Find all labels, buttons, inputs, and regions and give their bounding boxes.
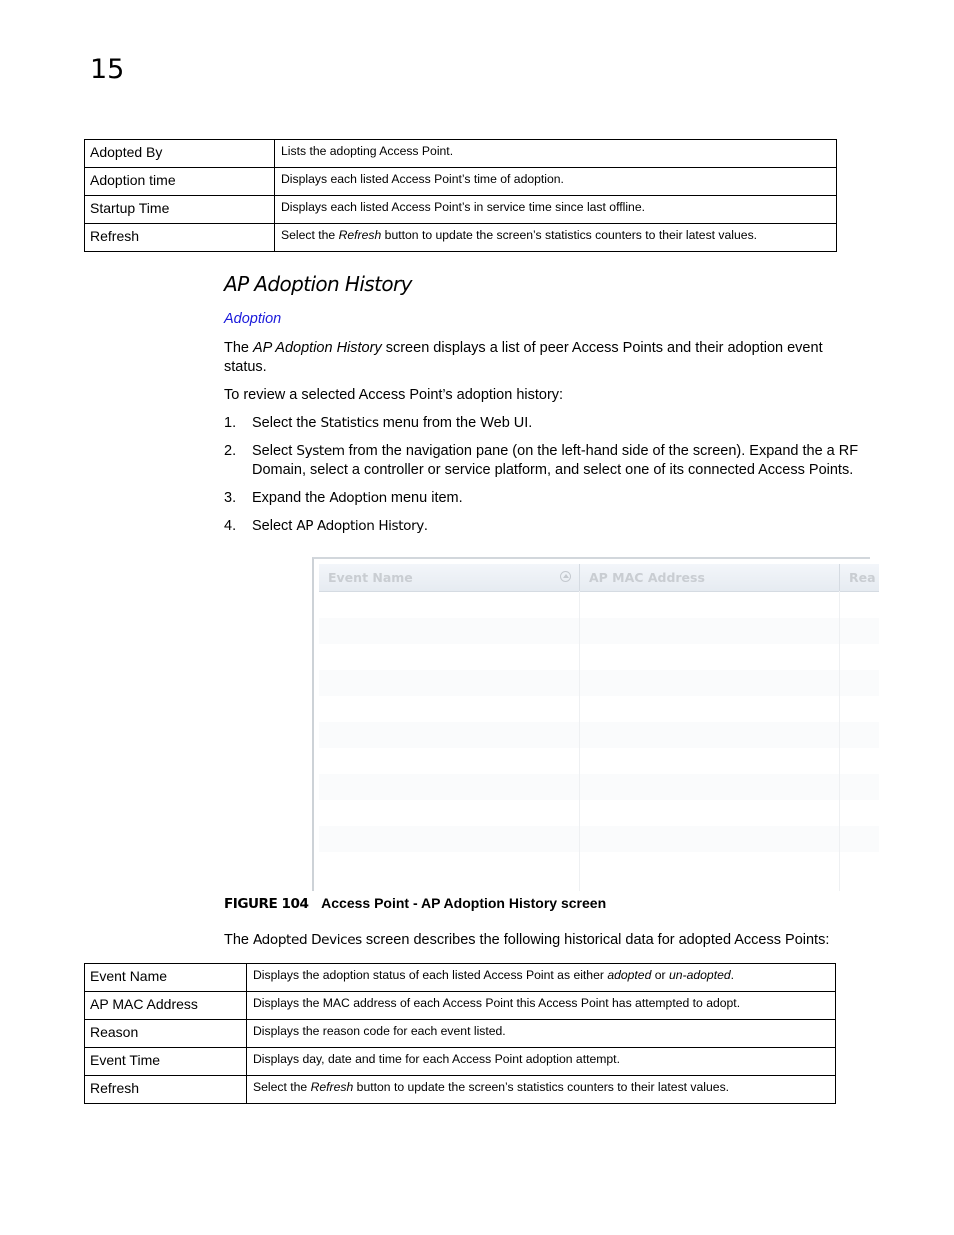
desc-emphasis: Refresh	[338, 228, 382, 242]
term-cell: Refresh	[85, 1076, 247, 1104]
grid-row	[319, 670, 879, 696]
figure-caption	[224, 895, 606, 912]
section-heading: AP Adoption History	[224, 272, 412, 296]
ui-term: Adopted Devices	[253, 932, 362, 948]
para-text: screen displays a list of peer Access Points and their adoption event status.	[224, 340, 823, 375]
chapter-number: 15	[90, 54, 125, 85]
desc-emphasis: un-adopted	[668, 968, 731, 982]
description-cell: Select the Refresh button to update the screen’s statistics counters to their latest values.	[247, 1076, 836, 1104]
para-text: The	[224, 340, 254, 356]
term-cell: Adoption time	[85, 168, 275, 196]
table-row	[85, 140, 837, 168]
description-cell: Displays the reason code for each event listed.	[247, 1020, 836, 1048]
figure-title: Access Point - AP Adoption History screen	[321, 895, 607, 911]
para-emphasis: AP Adoption History	[253, 340, 382, 356]
lower-intro-paragraph: The Adopted Devices screen describes the following historical data for adopted Access Points:	[224, 932, 830, 948]
term-cell: AP MAC Address	[85, 992, 247, 1020]
description-cell: Displays the MAC address of each Access Point this Access Point has attempted to adopt.	[247, 992, 836, 1020]
column-header-event-name[interactable]: Event Name	[319, 564, 580, 591]
table-row	[85, 1020, 836, 1048]
attribute-table-top	[84, 139, 837, 252]
column-divider	[579, 591, 580, 891]
step-text: Select AP Adoption History.	[252, 518, 428, 534]
desc-text: button to update the screen’s statistics counters to their latest values.	[381, 228, 758, 242]
grid-row	[319, 722, 879, 748]
ui-term: System	[296, 443, 345, 459]
term-cell: Event Time	[85, 1048, 247, 1076]
grid-header	[319, 564, 879, 592]
table-row	[85, 224, 837, 252]
term-cell: Refresh	[85, 224, 275, 252]
sort-ascending-icon[interactable]	[560, 571, 571, 582]
grid-row	[319, 826, 879, 852]
ui-term: Adoption	[329, 490, 387, 506]
desc-text: Select the	[281, 228, 339, 242]
grid-row	[319, 592, 879, 618]
intro-paragraph	[224, 339, 864, 377]
step-text: Select the Statistics menu from the Web UI.	[252, 415, 533, 431]
term-cell: Startup Time	[85, 196, 275, 224]
step-number: 1.	[224, 415, 237, 431]
table-row	[85, 196, 837, 224]
table-row	[85, 964, 836, 992]
grid-row	[319, 644, 879, 670]
grid-row	[319, 618, 879, 644]
table-row	[85, 992, 836, 1020]
grid-row	[319, 852, 879, 878]
description-cell: Displays day, date and time for each Access Point adoption attempt.	[247, 1048, 836, 1076]
description-cell	[275, 224, 837, 252]
review-paragraph: To review a selected Access Point’s adoption history:	[224, 387, 564, 403]
column-header-ap-mac-address[interactable]: AP MAC Address	[580, 564, 840, 591]
column-divider	[839, 591, 840, 891]
desc-emphasis: adopted	[607, 968, 652, 982]
ui-term: AP Adoption History	[296, 518, 424, 534]
term-cell: Event Name	[85, 964, 247, 992]
grid-row	[319, 774, 879, 800]
description-cell: Displays each listed Access Point’s in service time since last offline.	[275, 196, 837, 224]
ui-term: Statistics	[320, 415, 379, 431]
term-cell: Adopted By	[85, 140, 275, 168]
table-row	[85, 168, 837, 196]
step-text: Select System from the navigation pane (on the left-hand side of the screen). Expand the a RF Domain, select a controller or service platform, and select one of its connected Access Points.	[252, 443, 859, 478]
grid-row	[319, 800, 879, 826]
adoption-link[interactable]: Adoption	[224, 311, 282, 327]
column-header-reason[interactable]: Rea	[849, 570, 876, 585]
step-number: 4.	[224, 518, 237, 534]
description-cell: Displays each listed Access Point’s time of adoption.	[275, 168, 837, 196]
table-row	[85, 1076, 836, 1104]
step-number: 2.	[224, 443, 237, 459]
grid-row	[319, 696, 879, 722]
figure-label: FIGURE 104	[224, 896, 309, 912]
attribute-table-bottom	[84, 963, 836, 1104]
description-cell: Lists the adopting Access Point.	[275, 140, 837, 168]
step-text: Expand the Adoption menu item.	[252, 490, 463, 506]
description-cell: Displays the adoption status of each listed Access Point as either adopted or un-adopted.	[247, 964, 836, 992]
step-number: 3.	[224, 490, 237, 506]
ap-adoption-history-screenshot	[312, 557, 876, 891]
table-row	[85, 1048, 836, 1076]
term-cell: Reason	[85, 1020, 247, 1048]
grid-row	[319, 748, 879, 774]
desc-emphasis: Refresh	[310, 1080, 354, 1094]
